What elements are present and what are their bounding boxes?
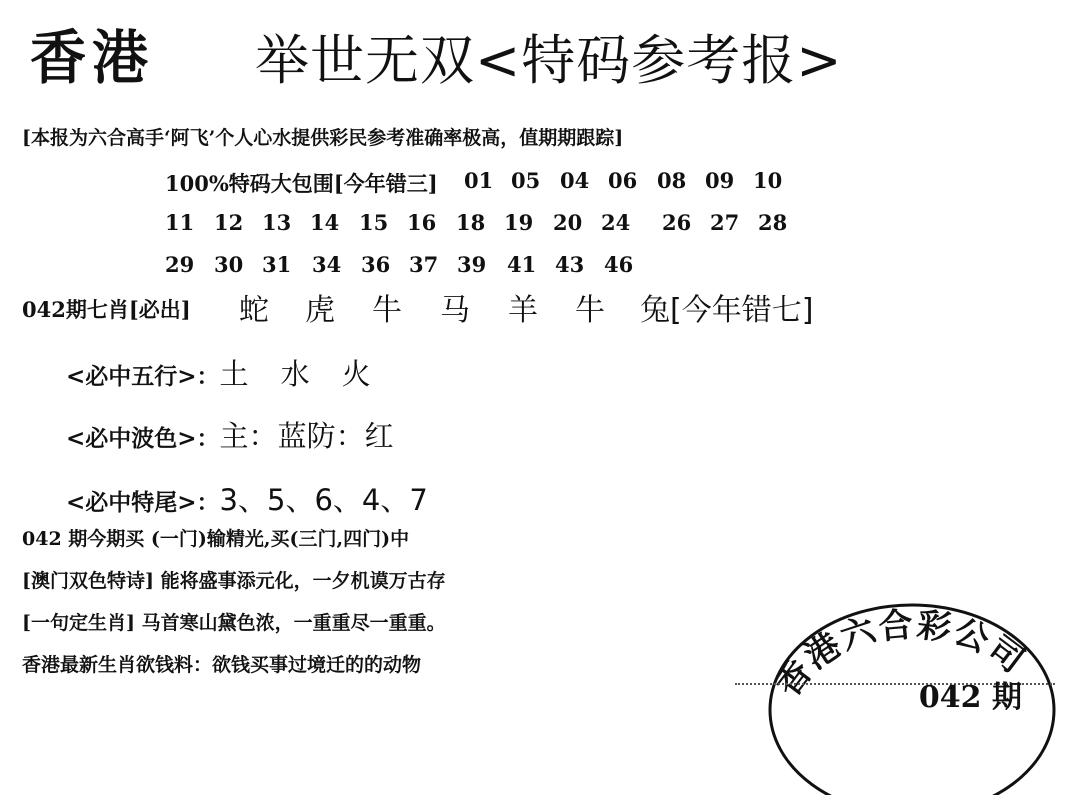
number: 28 [758, 210, 788, 235]
zodiac-animal: 羊 [508, 293, 538, 328]
brand-title: 香港 [30, 23, 154, 93]
zodiac-label: 042期七肖[必出] [22, 297, 191, 322]
number: 06 [608, 168, 638, 193]
zodiac-animal: 蛇 [239, 293, 269, 328]
number: 15 [359, 210, 389, 235]
zodiac-animal: 虎 [305, 293, 335, 328]
number: 04 [560, 168, 590, 193]
element-value: 火 [341, 357, 371, 391]
element-value: 水 [280, 357, 310, 391]
number: 12 [214, 210, 244, 235]
zodiac-animal: 兔 [640, 293, 670, 328]
number: 41 [507, 252, 537, 277]
number: 24 [601, 210, 631, 235]
number: 27 [710, 210, 740, 235]
number: 09 [705, 168, 735, 193]
element-value: 土 [219, 357, 249, 391]
stamp-period: 042 期 [918, 680, 1022, 715]
wave-main-value: 蓝 [277, 419, 307, 453]
special-code-label: 100%特码大包围[今年错三] [165, 171, 438, 196]
wave-guard-value: 红 [364, 419, 394, 453]
tail-label: <必中特尾>： [66, 489, 220, 516]
number: 30 [214, 252, 244, 277]
number: 26 [662, 210, 692, 235]
number: 01 [464, 168, 494, 193]
five-elements-label: <必中五行>： [66, 363, 220, 390]
wave-main-label: 主： [219, 419, 278, 453]
stamp-text: 香港六合彩公司 [767, 604, 1034, 705]
wave-color-label: <必中波色>： [66, 425, 220, 452]
number: 11 [165, 210, 195, 235]
number: 34 [312, 252, 342, 277]
zodiac-animal: 马 [440, 293, 470, 328]
number: 43 [555, 252, 585, 277]
zodiac-row [22, 285, 822, 328]
number: 36 [361, 252, 391, 277]
number: 46 [604, 252, 634, 277]
zodiac-note: [今年错七] [670, 293, 814, 328]
number: 39 [457, 252, 487, 277]
latest-line: 香港最新生肖欲钱料：欲钱买事过境迁的的动物 [22, 654, 422, 676]
zodiac-animal: 牛 [575, 293, 605, 328]
number: 37 [409, 252, 439, 277]
number: 10 [753, 168, 783, 193]
buy-line: 042 期今期买 (一门)输精光,买(三门,四门)中 [22, 528, 410, 550]
intro-text: [本报为六合高手‘阿飞’个人心水提供彩民参考准确率极高，值期期跟踪] [22, 127, 624, 149]
number: 08 [657, 168, 687, 193]
wave-color-line [66, 414, 394, 455]
one-line-zodiac: [一句定生肖] 马首寒山黛色浓，一重重尽一重重。 [22, 612, 446, 634]
number: 31 [262, 252, 292, 277]
number: 29 [165, 252, 195, 277]
number: 05 [511, 168, 541, 193]
number: 14 [310, 210, 340, 235]
five-elements-line [66, 352, 371, 393]
zodiac-animal: 牛 [372, 293, 402, 328]
wave-guard-label: 防： [306, 419, 365, 453]
number: 20 [553, 210, 583, 235]
number: 19 [504, 210, 534, 235]
number: 16 [407, 210, 437, 235]
page-title: 举世无双<特码参考报> [255, 29, 843, 92]
tail-line [66, 478, 428, 519]
number: 18 [456, 210, 486, 235]
poem-line: [澳门双色特诗] 能将盛事添元化，一夕机谟万古存 [22, 570, 446, 592]
tail-value: 3、5、6、4、7 [219, 483, 428, 517]
number: 13 [262, 210, 292, 235]
